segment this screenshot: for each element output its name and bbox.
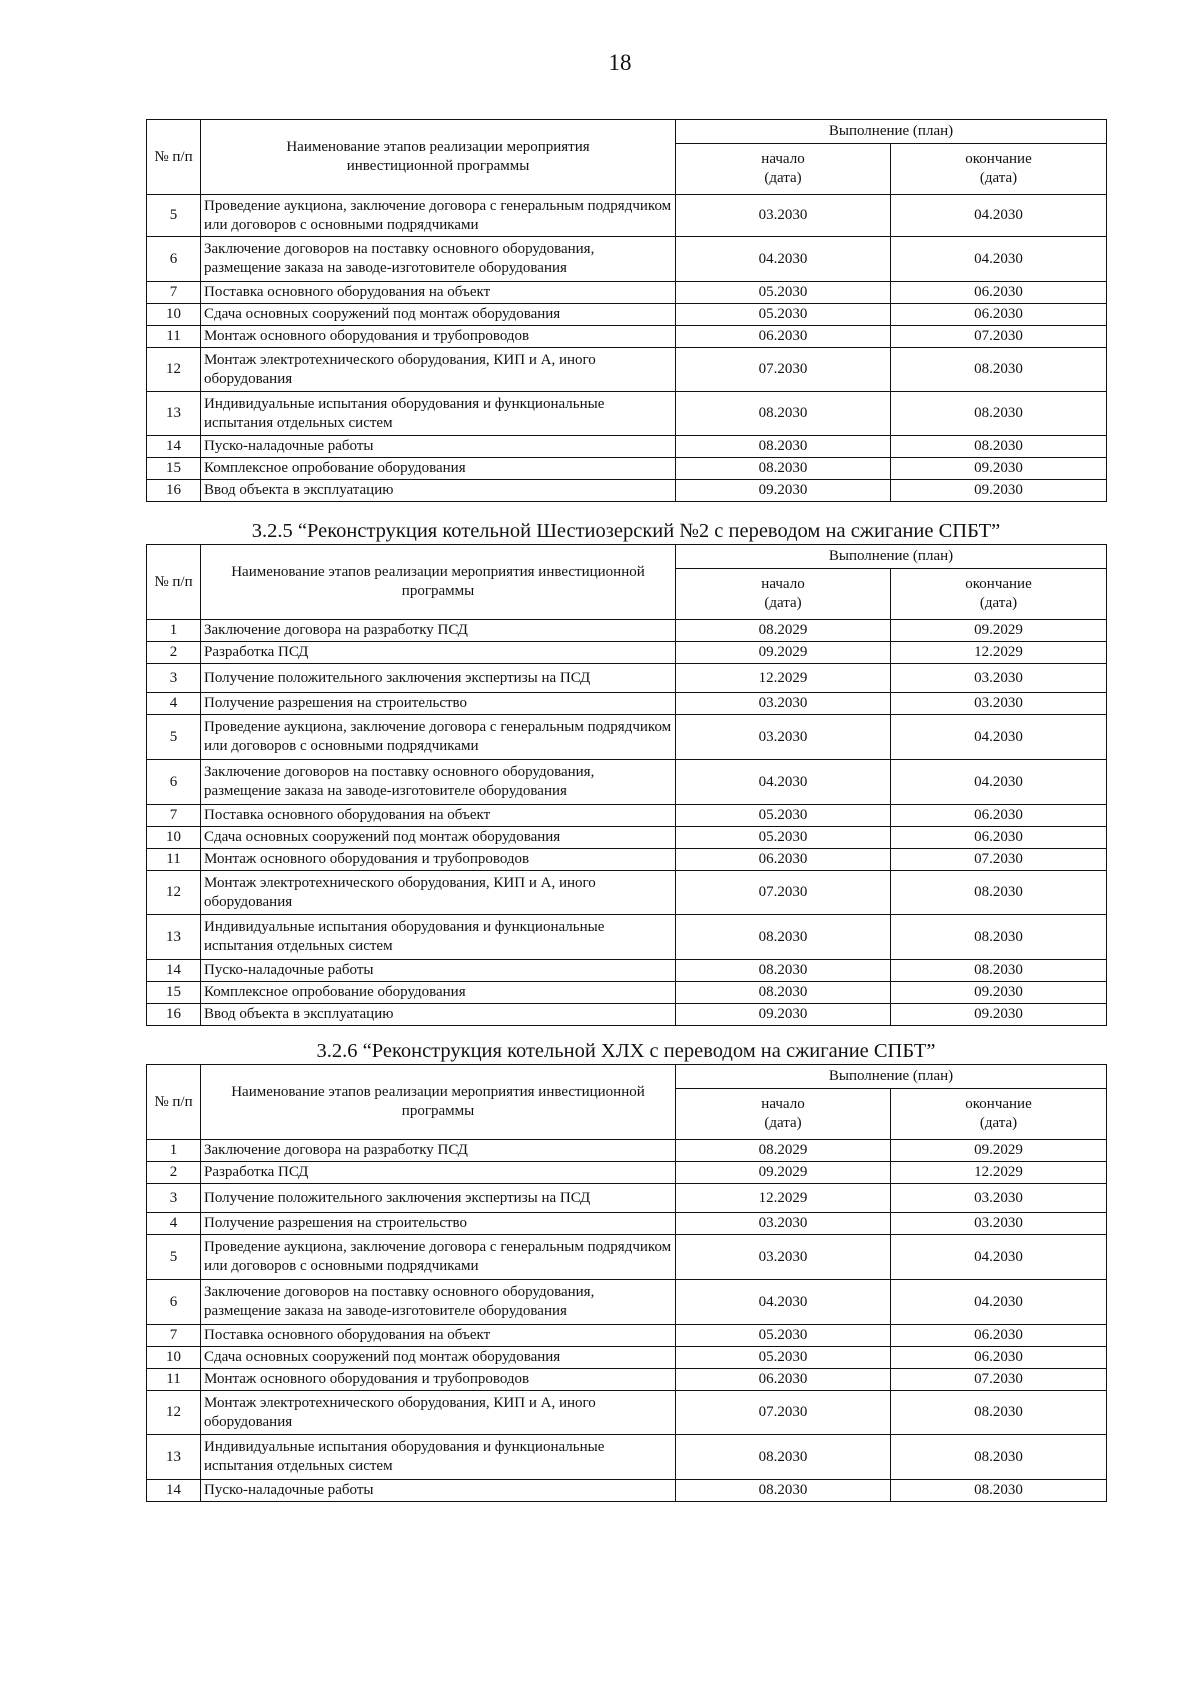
end-date: 06.2030 — [891, 805, 1107, 827]
stage-name: Получение положительного заключения экспертизы на ПСД — [201, 1184, 676, 1213]
end-date: 09.2030 — [891, 1004, 1107, 1026]
table-row — [147, 1280, 1107, 1325]
row-number: 5 — [147, 1235, 201, 1280]
start-date: 08.2030 — [676, 1480, 891, 1502]
stage-name: Монтаж основного оборудования и трубопроводов — [201, 1369, 676, 1391]
header-row-number: № п/п — [147, 545, 201, 620]
end-date: 09.2029 — [891, 620, 1107, 642]
row-number: 4 — [147, 1213, 201, 1235]
table-row — [147, 760, 1107, 805]
row-number: 11 — [147, 1369, 201, 1391]
start-date: 05.2030 — [676, 805, 891, 827]
stage-name: Поставка основного оборудования на объект — [201, 805, 676, 827]
table-row — [147, 458, 1107, 480]
investment-stages-table-hlh — [146, 1064, 1107, 1502]
stage-name: Монтаж электротехнического оборудования, КИП и А, иного оборудования — [201, 348, 676, 392]
header-execution-plan: Выполнение (план) — [676, 1065, 1107, 1089]
end-date: 04.2030 — [891, 760, 1107, 805]
start-date: 08.2030 — [676, 1435, 891, 1480]
stage-name: Пуско-наладочные работы — [201, 1480, 676, 1502]
table-row — [147, 827, 1107, 849]
end-date: 09.2030 — [891, 480, 1107, 502]
stage-name: Монтаж электротехнического оборудования, КИП и А, иного оборудования — [201, 1391, 676, 1435]
row-number: 10 — [147, 1347, 201, 1369]
end-date: 08.2030 — [891, 1480, 1107, 1502]
row-number: 16 — [147, 1004, 201, 1026]
row-number: 16 — [147, 480, 201, 502]
end-date: 09.2029 — [891, 1140, 1107, 1162]
start-date: 06.2030 — [676, 1369, 891, 1391]
stage-name: Индивидуальные испытания оборудования и функциональные испытания отдельных систем — [201, 915, 676, 960]
row-number: 2 — [147, 1162, 201, 1184]
row-number: 13 — [147, 915, 201, 960]
stage-name: Монтаж электротехнического оборудования, КИП и А, иного оборудования — [201, 871, 676, 915]
table-row — [147, 620, 1107, 642]
table-row — [147, 1391, 1107, 1435]
investment-stages-table-continued — [146, 119, 1107, 502]
row-number: 3 — [147, 664, 201, 693]
table-row — [147, 1480, 1107, 1502]
row-number: 11 — [147, 849, 201, 871]
table-row — [147, 1325, 1107, 1347]
section-title-3-2-6: 3.2.6 “Реконструкция котельной ХЛХ с переводом на сжигание СПБТ” — [316, 1040, 936, 1062]
row-number: 11 — [147, 326, 201, 348]
stage-name: Индивидуальные испытания оборудования и функциональные испытания отдельных систем — [201, 392, 676, 436]
table-row — [147, 282, 1107, 304]
end-date: 04.2030 — [891, 715, 1107, 760]
end-date: 09.2030 — [891, 458, 1107, 480]
start-date: 05.2030 — [676, 1347, 891, 1369]
header-stage-name: Наименование этапов реализации мероприятия инвестиционной программы — [201, 545, 676, 620]
end-date: 08.2030 — [891, 960, 1107, 982]
investment-stages-table-shestiozersky — [146, 544, 1107, 1026]
table-row — [147, 195, 1107, 237]
end-date: 03.2030 — [891, 1184, 1107, 1213]
end-date: 04.2030 — [891, 1235, 1107, 1280]
table-row — [147, 1435, 1107, 1480]
table-row — [147, 237, 1107, 282]
table-row — [147, 960, 1107, 982]
row-number: 7 — [147, 805, 201, 827]
table-row — [147, 642, 1107, 664]
stage-name: Монтаж основного оборудования и трубопроводов — [201, 849, 676, 871]
start-date: 03.2030 — [676, 693, 891, 715]
start-date: 03.2030 — [676, 715, 891, 760]
header-row-number: № п/п — [147, 120, 201, 195]
header-row-number: № п/п — [147, 1065, 201, 1140]
start-date: 04.2030 — [676, 760, 891, 805]
row-number: 13 — [147, 392, 201, 436]
table-row — [147, 1213, 1107, 1235]
row-number: 15 — [147, 982, 201, 1004]
row-number: 6 — [147, 1280, 201, 1325]
start-date: 04.2030 — [676, 1280, 891, 1325]
end-date: 03.2030 — [891, 693, 1107, 715]
header-end: окончание (дата) — [891, 144, 1107, 195]
header-stage-name: Наименование этапов реализации мероприятия инвестиционной программы — [201, 120, 676, 195]
table-row — [147, 915, 1107, 960]
table-row — [147, 392, 1107, 436]
row-number: 2 — [147, 642, 201, 664]
end-date: 04.2030 — [891, 1280, 1107, 1325]
table-row — [147, 304, 1107, 326]
table-row — [147, 805, 1107, 827]
table-row — [147, 715, 1107, 760]
start-date: 05.2030 — [676, 304, 891, 326]
start-date: 05.2030 — [676, 827, 891, 849]
start-date: 08.2030 — [676, 915, 891, 960]
stage-name: Сдача основных сооружений под монтаж оборудования — [201, 827, 676, 849]
table-row — [147, 871, 1107, 915]
end-date: 06.2030 — [891, 282, 1107, 304]
header-end: окончание (дата) — [891, 569, 1107, 620]
start-date: 12.2029 — [676, 664, 891, 693]
start-date: 05.2030 — [676, 282, 891, 304]
start-date: 03.2030 — [676, 1235, 891, 1280]
start-date: 03.2030 — [676, 195, 891, 237]
start-date: 08.2030 — [676, 982, 891, 1004]
end-date: 07.2030 — [891, 1369, 1107, 1391]
table-row — [147, 480, 1107, 502]
row-number: 5 — [147, 195, 201, 237]
row-number: 12 — [147, 1391, 201, 1435]
stage-name: Проведение аукциона, заключение договора с генеральным подрядчиком или договоров с основными подрядчиками — [201, 715, 676, 760]
end-date: 08.2030 — [891, 436, 1107, 458]
stage-name: Индивидуальные испытания оборудования и функциональные испытания отдельных систем — [201, 1435, 676, 1480]
row-number: 4 — [147, 693, 201, 715]
stage-name: Монтаж основного оборудования и трубопроводов — [201, 326, 676, 348]
table-row — [147, 348, 1107, 392]
table-row — [147, 982, 1107, 1004]
start-date: 08.2029 — [676, 620, 891, 642]
end-date: 06.2030 — [891, 827, 1107, 849]
row-number: 10 — [147, 827, 201, 849]
stage-name: Ввод объекта в эксплуатацию — [201, 1004, 676, 1026]
stage-name: Получение разрешения на строительство — [201, 693, 676, 715]
start-date: 08.2030 — [676, 436, 891, 458]
row-number: 15 — [147, 458, 201, 480]
end-date: 08.2030 — [891, 1435, 1107, 1480]
stage-name: Комплексное опробование оборудования — [201, 982, 676, 1004]
table-row — [147, 1347, 1107, 1369]
page-number: 18 — [608, 50, 632, 75]
row-number: 6 — [147, 760, 201, 805]
table-row — [147, 1140, 1107, 1162]
end-date: 08.2030 — [891, 392, 1107, 436]
stage-name: Поставка основного оборудования на объект — [201, 282, 676, 304]
end-date: 08.2030 — [891, 871, 1107, 915]
end-date: 04.2030 — [891, 195, 1107, 237]
row-number: 10 — [147, 304, 201, 326]
end-date: 09.2030 — [891, 982, 1107, 1004]
stage-name: Получение разрешения на строительство — [201, 1213, 676, 1235]
start-date: 04.2030 — [676, 237, 891, 282]
stage-name: Заключение договора на разработку ПСД — [201, 1140, 676, 1162]
start-date: 08.2030 — [676, 960, 891, 982]
table-row — [147, 436, 1107, 458]
row-number: 14 — [147, 960, 201, 982]
stage-name: Сдача основных сооружений под монтаж оборудования — [201, 1347, 676, 1369]
header-stage-name: Наименование этапов реализации мероприятия инвестиционной программы — [201, 1065, 676, 1140]
stage-name: Заключение договора на разработку ПСД — [201, 620, 676, 642]
start-date: 09.2029 — [676, 1162, 891, 1184]
stage-name: Заключение договоров на поставку основного оборудования, размещение заказа на заводе-изготовителе оборудования — [201, 1280, 676, 1325]
header-execution-plan: Выполнение (план) — [676, 545, 1107, 569]
row-number: 12 — [147, 871, 201, 915]
stage-name: Ввод объекта в эксплуатацию — [201, 480, 676, 502]
row-number: 5 — [147, 715, 201, 760]
table-row — [147, 1004, 1107, 1026]
row-number: 12 — [147, 348, 201, 392]
table-row — [147, 1184, 1107, 1213]
end-date: 07.2030 — [891, 849, 1107, 871]
row-number: 1 — [147, 1140, 201, 1162]
row-number: 6 — [147, 237, 201, 282]
row-number: 7 — [147, 282, 201, 304]
stage-name: Комплексное опробование оборудования — [201, 458, 676, 480]
end-date: 08.2030 — [891, 348, 1107, 392]
end-date: 07.2030 — [891, 326, 1107, 348]
stage-name: Проведение аукциона, заключение договора с генеральным подрядчиком или договоров с основными подрядчиками — [201, 1235, 676, 1280]
header-end: окончание (дата) — [891, 1089, 1107, 1140]
table-row — [147, 1369, 1107, 1391]
stage-name: Получение положительного заключения экспертизы на ПСД — [201, 664, 676, 693]
start-date: 03.2030 — [676, 1213, 891, 1235]
table-row — [147, 849, 1107, 871]
start-date: 09.2030 — [676, 1004, 891, 1026]
end-date: 04.2030 — [891, 237, 1107, 282]
header-execution-plan: Выполнение (план) — [676, 120, 1107, 144]
end-date: 12.2029 — [891, 642, 1107, 664]
table-row — [147, 693, 1107, 715]
stage-name: Заключение договоров на поставку основного оборудования, размещение заказа на заводе-изготовителе оборудования — [201, 760, 676, 805]
table-row — [147, 1235, 1107, 1280]
end-date: 08.2030 — [891, 915, 1107, 960]
stage-name: Разработка ПСД — [201, 1162, 676, 1184]
row-number: 13 — [147, 1435, 201, 1480]
start-date: 08.2030 — [676, 458, 891, 480]
section-title-3-2-5: 3.2.5 “Реконструкция котельной Шестиозерский №2 с переводом на сжигание СПБТ” — [251, 520, 1001, 542]
header-start: начало (дата) — [676, 144, 891, 195]
header-start: начало (дата) — [676, 569, 891, 620]
start-date: 05.2030 — [676, 1325, 891, 1347]
row-number: 7 — [147, 1325, 201, 1347]
end-date: 06.2030 — [891, 1325, 1107, 1347]
table-row — [147, 1162, 1107, 1184]
end-date: 12.2029 — [891, 1162, 1107, 1184]
stage-name: Разработка ПСД — [201, 642, 676, 664]
start-date: 07.2030 — [676, 871, 891, 915]
stage-name: Поставка основного оборудования на объект — [201, 1325, 676, 1347]
row-number: 14 — [147, 1480, 201, 1502]
start-date: 09.2030 — [676, 480, 891, 502]
stage-name: Пуско-наладочные работы — [201, 960, 676, 982]
stage-name: Заключение договоров на поставку основного оборудования, размещение заказа на заводе-изготовителе оборудования — [201, 237, 676, 282]
start-date: 06.2030 — [676, 849, 891, 871]
end-date: 06.2030 — [891, 304, 1107, 326]
start-date: 08.2029 — [676, 1140, 891, 1162]
stage-name: Пуско-наладочные работы — [201, 436, 676, 458]
start-date: 06.2030 — [676, 326, 891, 348]
end-date: 08.2030 — [891, 1391, 1107, 1435]
row-number: 3 — [147, 1184, 201, 1213]
row-number: 14 — [147, 436, 201, 458]
table-row — [147, 664, 1107, 693]
start-date: 12.2029 — [676, 1184, 891, 1213]
end-date: 03.2030 — [891, 1213, 1107, 1235]
start-date: 07.2030 — [676, 348, 891, 392]
end-date: 06.2030 — [891, 1347, 1107, 1369]
end-date: 03.2030 — [891, 664, 1107, 693]
start-date: 09.2029 — [676, 642, 891, 664]
row-number: 1 — [147, 620, 201, 642]
start-date: 08.2030 — [676, 392, 891, 436]
header-start: начало (дата) — [676, 1089, 891, 1140]
stage-name: Проведение аукциона, заключение договора с генеральным подрядчиком или договоров с основными подрядчиками — [201, 195, 676, 237]
stage-name: Сдача основных сооружений под монтаж оборудования — [201, 304, 676, 326]
table-row — [147, 326, 1107, 348]
start-date: 07.2030 — [676, 1391, 891, 1435]
